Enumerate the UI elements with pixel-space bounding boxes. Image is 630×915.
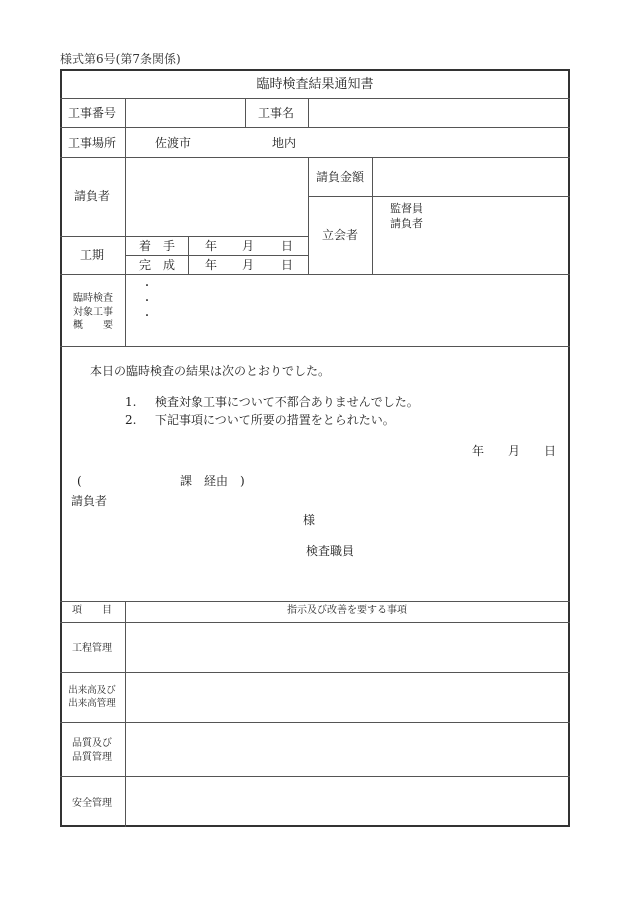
rule xyxy=(125,98,126,274)
row-label-progress: 出来高及び 出来高管理 xyxy=(68,685,116,709)
period-label: 工期 xyxy=(79,248,105,262)
instructions-column-header: 指示及び改善を要する事項 xyxy=(287,605,407,616)
rule xyxy=(245,98,246,127)
notice-month: 月 xyxy=(508,444,521,458)
rule xyxy=(60,346,570,347)
rule xyxy=(60,776,570,777)
rule xyxy=(60,601,570,602)
via-department: 課 経由 ) xyxy=(180,474,245,488)
result-intro: 本日の臨時検査の結果は次のとおりでした。 xyxy=(90,364,331,378)
rule xyxy=(60,127,570,128)
complete-year: 年 xyxy=(205,258,218,272)
rule xyxy=(308,196,570,197)
notice-day: 日 xyxy=(544,444,557,458)
witness-role-supervisor: 監督員 xyxy=(390,202,423,215)
contractor-label: 請負者 xyxy=(73,189,111,203)
rule xyxy=(125,274,126,346)
start-year: 年 xyxy=(205,239,218,253)
complete-month: 月 xyxy=(242,258,255,272)
complete-label: 完 成 xyxy=(139,258,176,272)
honorific-sama: 様 xyxy=(303,513,316,527)
rule xyxy=(125,255,308,256)
scope-bullet: ・ xyxy=(142,281,152,292)
start-label: 着 手 xyxy=(139,239,176,253)
rule xyxy=(60,236,308,237)
rule xyxy=(60,274,570,275)
row-label-schedule: 工程管理 xyxy=(72,643,112,654)
scope-bullet: ・ xyxy=(142,311,152,322)
rule xyxy=(60,622,570,623)
witness-role-contractor: 請負者 xyxy=(390,217,423,230)
rule xyxy=(125,601,126,827)
result-item-text: 下記事項について所要の措置をとられたい。 xyxy=(155,413,395,427)
start-month: 月 xyxy=(242,239,255,253)
form-number-label: 様式第6号(第7条関係) xyxy=(60,52,181,66)
rule xyxy=(60,722,570,723)
recipient-label: 請負者 xyxy=(71,494,108,508)
rule xyxy=(308,98,309,127)
document-title: 臨時検査結果通知書 xyxy=(256,77,374,92)
rule xyxy=(308,157,309,274)
via-open-paren: ( xyxy=(77,474,82,488)
site-label: 工事場所 xyxy=(67,136,117,150)
result-item-number: 1. xyxy=(125,395,137,409)
result-item-text: 検査対象工事について不都合ありませんでした。 xyxy=(155,395,419,409)
rule xyxy=(60,98,570,99)
scope-bullet: ・ xyxy=(142,296,152,307)
notice-year: 年 xyxy=(472,444,485,458)
row-label-safety: 安全管理 xyxy=(72,798,112,809)
contract-amount-label: 請負金額 xyxy=(315,170,365,184)
site-city: 佐渡市 xyxy=(155,136,192,150)
witness-label: 立会者 xyxy=(321,228,359,242)
rule xyxy=(60,157,570,158)
rule xyxy=(372,157,373,274)
scope-label: 臨時検査 対象工事 概 要 xyxy=(73,293,113,331)
site-suffix: 地内 xyxy=(272,136,297,150)
item-column-header: 項 目 xyxy=(72,605,112,616)
complete-day: 日 xyxy=(281,258,294,272)
result-item-number: 2. xyxy=(125,413,137,427)
construction-number-label: 工事番号 xyxy=(67,106,117,120)
start-day: 日 xyxy=(281,239,294,253)
row-label-quality: 品質及び 品質管理 xyxy=(72,738,112,763)
inspector-label: 検査職員 xyxy=(306,544,355,558)
rule xyxy=(188,236,189,274)
rule xyxy=(60,672,570,673)
construction-name-label: 工事名 xyxy=(257,106,295,120)
